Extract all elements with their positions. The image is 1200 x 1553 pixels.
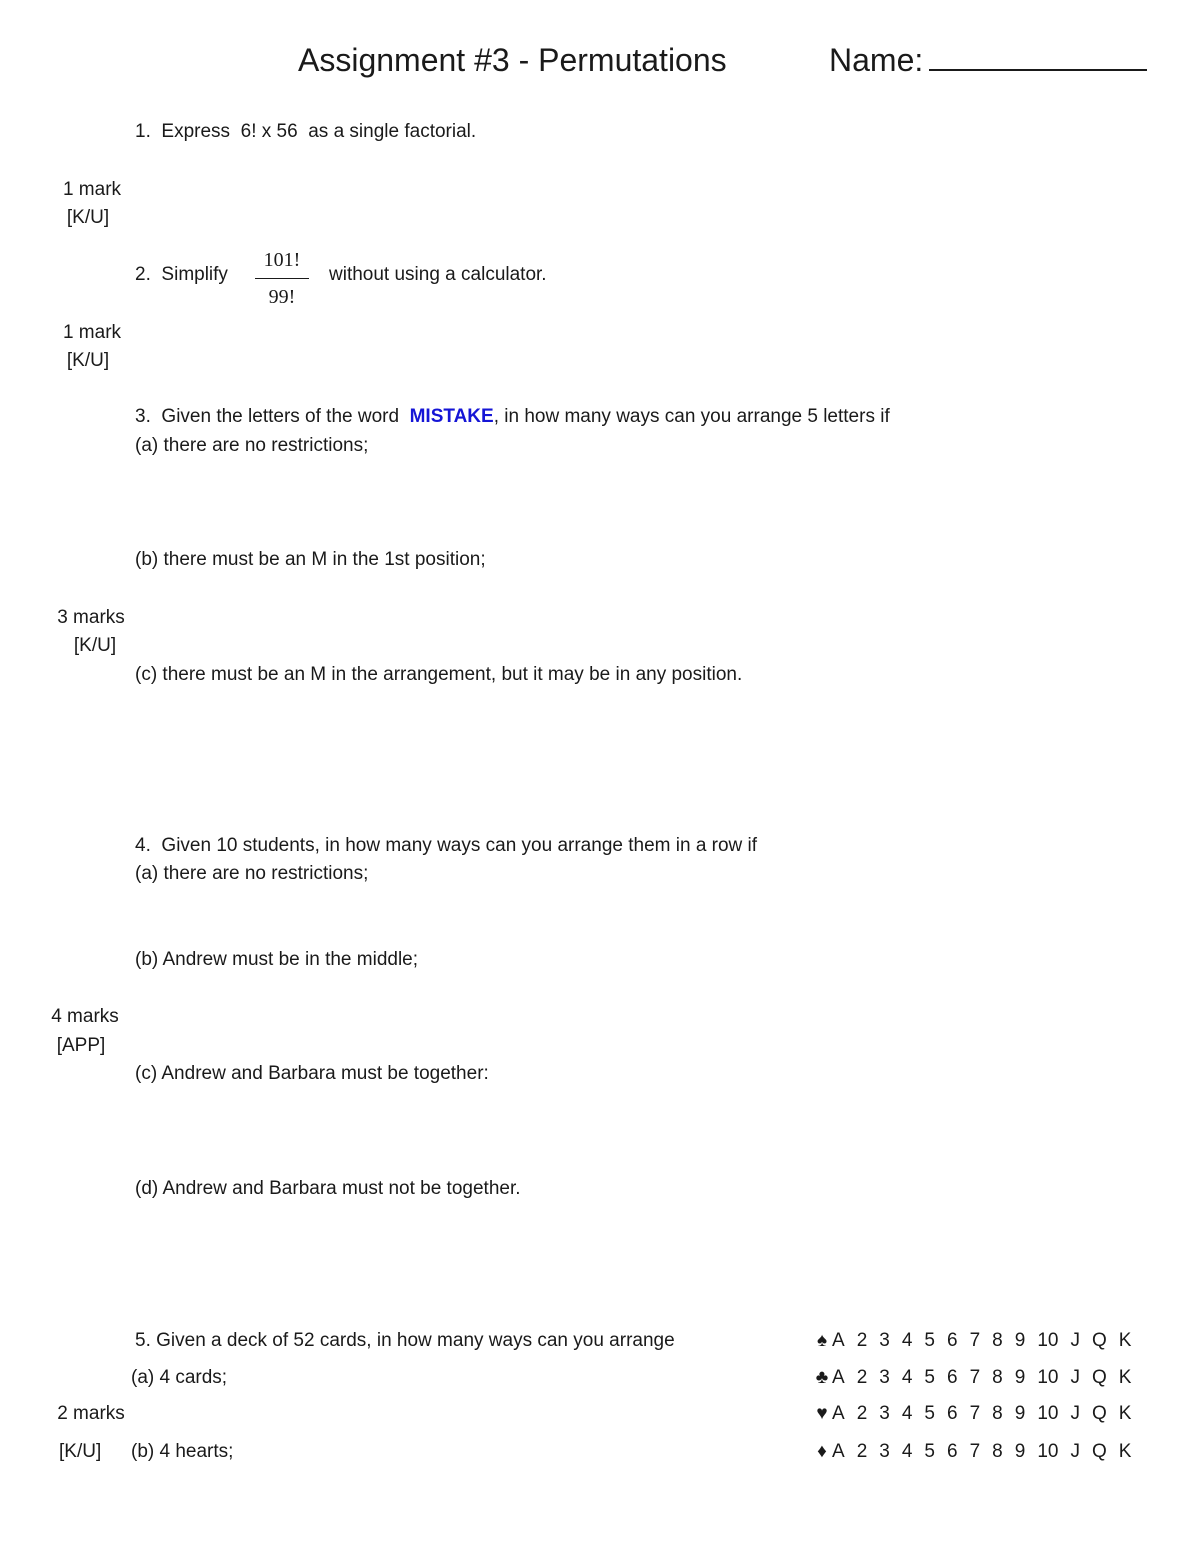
card-rank: 8 (992, 1441, 1003, 1462)
card-rank: Q (1091, 1441, 1107, 1462)
question-1: 1. Express 6! x 56 as a single factorial. (135, 121, 477, 142)
card-rank: K (1118, 1403, 1132, 1424)
card-rank: 2 (856, 1403, 868, 1424)
q2-fraction-bar (255, 278, 309, 279)
name-label: Name: (829, 42, 924, 78)
question-5-stem: 5. Given a deck of 52 cards, in how many ways can you arrange (135, 1330, 675, 1351)
card-rank: 2 (856, 1441, 868, 1462)
q5-category: [K/U] (59, 1441, 102, 1462)
spades-suit-icon: ♠ (816, 1330, 828, 1351)
card-rank: 6 (947, 1367, 958, 1388)
card-rank: 10 (1037, 1441, 1059, 1462)
card-rank: A (832, 1367, 845, 1388)
diamonds-suit-icon: ♦ (817, 1441, 827, 1462)
deck-row-clubs (812, 1367, 1131, 1389)
q3-marks: 3 marks (57, 607, 125, 628)
card-rank: 4 (901, 1330, 913, 1351)
card-rank: Q (1091, 1367, 1107, 1388)
q4-part-b: (b) Andrew must be in the middle; (135, 949, 419, 970)
card-rank: 9 (1014, 1441, 1026, 1462)
card-rank: 6 (947, 1441, 958, 1462)
question-3-stem: 3. Given the letters of the word MISTAKE, in how many ways can you arrange 5 letters if (135, 406, 890, 427)
q4-part-c: (c) Andrew and Barbara must be together: (135, 1063, 489, 1084)
card-rank: 6 (947, 1330, 958, 1351)
q2-numerator: 101! (263, 249, 301, 271)
card-rank: 7 (969, 1403, 981, 1424)
card-rank: A (832, 1330, 845, 1351)
question-2-tail: without using a calculator. (329, 264, 547, 285)
card-rank: 8 (992, 1367, 1003, 1388)
q4-marks: 4 marks (51, 1006, 119, 1027)
card-rank: 7 (969, 1330, 981, 1351)
name-field (829, 42, 1147, 79)
q1-marks: 1 mark (62, 179, 122, 200)
card-rank: J (1070, 1441, 1080, 1462)
card-rank: K (1118, 1441, 1132, 1462)
card-rank: J (1070, 1403, 1080, 1424)
card-rank: 7 (969, 1367, 981, 1388)
card-rank: Q (1091, 1403, 1107, 1424)
card-rank: 2 (856, 1330, 868, 1351)
card-rank: A (832, 1441, 845, 1462)
deck-row-hearts (812, 1403, 1131, 1425)
q1-category: [K/U] (66, 207, 110, 228)
card-rank: 5 (924, 1367, 935, 1388)
card-rank: 7 (969, 1441, 981, 1462)
question-2-stem: 2. Simplify (135, 264, 228, 285)
hearts-suit-icon: ♥ (816, 1403, 828, 1424)
q3-keyword: MISTAKE (409, 406, 494, 427)
card-rank: A (832, 1403, 845, 1424)
card-rank: 3 (879, 1403, 890, 1424)
card-rank: K (1118, 1367, 1132, 1388)
name-blank-line (929, 47, 1147, 71)
card-rank: 5 (924, 1403, 935, 1424)
card-rank: 2 (856, 1367, 868, 1388)
q4-part-d: (d) Andrew and Barbara must not be together. (135, 1178, 521, 1199)
card-rank: Q (1091, 1330, 1107, 1351)
q1-expression: 6! x 56 (240, 121, 298, 142)
card-rank: 10 (1037, 1330, 1059, 1351)
deck-row-spades (812, 1330, 1131, 1352)
q3-part-a: (a) there are no restrictions; (135, 435, 369, 456)
q2-marks: 1 mark (62, 322, 122, 343)
q4-category: [APP] (56, 1035, 106, 1056)
q5-part-b: (b) 4 hearts; (131, 1441, 234, 1462)
clubs-suit-icon: ♣ (815, 1367, 829, 1388)
card-rank: J (1070, 1330, 1080, 1351)
q2-denominator: 99! (268, 286, 296, 308)
card-rank: 9 (1014, 1403, 1026, 1424)
page-title: Assignment #3 - Permutations (298, 42, 727, 78)
card-rank: 3 (879, 1330, 890, 1351)
q5-part-a: (a) 4 cards; (131, 1367, 228, 1388)
q3-part-c: (c) there must be an M in the arrangement, but it may be in any position. (135, 664, 743, 685)
card-rank: 4 (901, 1441, 913, 1462)
card-rank: 5 (924, 1330, 935, 1351)
card-rank: 3 (879, 1367, 890, 1388)
card-rank: 9 (1014, 1330, 1026, 1351)
q5-marks: 2 marks (57, 1403, 125, 1424)
card-rank: 4 (901, 1367, 913, 1388)
card-rank: 10 (1037, 1403, 1059, 1424)
deck-row-diamonds (812, 1441, 1131, 1463)
q4-part-a: (a) there are no restrictions; (135, 863, 369, 884)
card-rank: 9 (1014, 1367, 1026, 1388)
q2-category: [K/U] (66, 350, 110, 371)
card-rank: 6 (947, 1403, 958, 1424)
q3-category: [K/U] (73, 635, 117, 656)
card-rank: 3 (879, 1441, 890, 1462)
card-rank: 4 (901, 1403, 913, 1424)
question-4-stem: 4. Given 10 students, in how many ways can you arrange them in a row if (135, 835, 758, 856)
card-rank: K (1118, 1330, 1132, 1351)
card-rank: 8 (992, 1403, 1003, 1424)
card-rank: J (1070, 1367, 1080, 1388)
card-rank: 10 (1037, 1367, 1059, 1388)
q3-part-b: (b) there must be an M in the 1st position; (135, 549, 486, 570)
card-rank: 5 (924, 1441, 935, 1462)
card-rank: 8 (992, 1330, 1003, 1351)
